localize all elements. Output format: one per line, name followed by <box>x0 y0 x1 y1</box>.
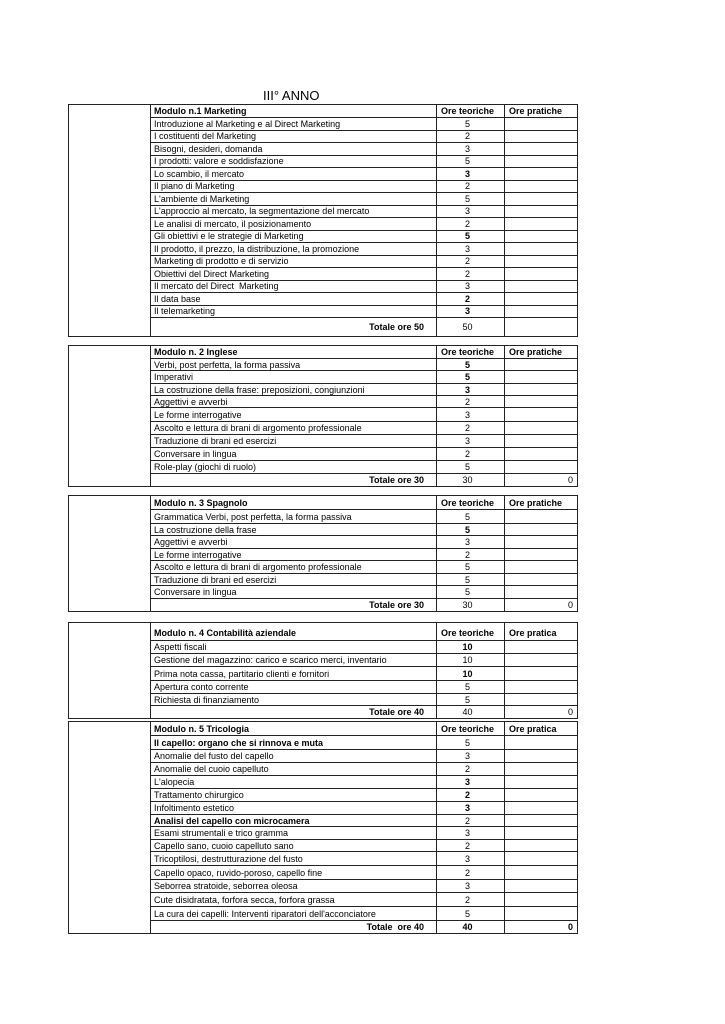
practice-hours-cell <box>505 549 577 560</box>
practice-hours-cell <box>505 802 577 814</box>
total-row <box>151 474 577 486</box>
theory-hours-cell: 2 <box>437 256 505 268</box>
theory-hours-cell: 10 <box>437 667 505 680</box>
module-table-marketing <box>68 104 578 337</box>
theory-hours-cell: 2 <box>437 549 505 560</box>
empty-left-column <box>69 496 151 611</box>
module-table-tricologia <box>68 721 578 934</box>
theory-hours-cell: 2 <box>437 763 505 775</box>
theory-hours-cell: 5 <box>437 461 505 473</box>
topic-cell: Il mercato del Direct Marketing <box>151 281 437 293</box>
theory-hours-cell: 3 <box>437 384 505 395</box>
practice-hours-cell <box>505 371 577 383</box>
topic-cell: Le forme interrogative <box>151 408 437 421</box>
table-row <box>151 156 577 169</box>
column-header-practice: Ore pratiche <box>509 106 563 116</box>
table-row <box>151 306 577 319</box>
practice-hours-cell <box>505 641 577 653</box>
total-row <box>151 599 577 611</box>
table-row <box>151 118 577 131</box>
practice-hours-cell <box>505 763 577 775</box>
module-title: Modulo n. 4 Contabilità aziendale <box>151 623 437 640</box>
topic-cell: Traduzione di brani ed esercizi <box>151 435 437 447</box>
topic-cell: Il prodotto, il prezzo, la distribuzione, la promozione <box>151 243 437 255</box>
table-row <box>151 880 577 893</box>
table-row <box>151 384 577 396</box>
practice-hours-cell <box>505 384 577 395</box>
practice-hours-cell <box>505 510 577 523</box>
topic-cell: Seborrea stratoide, seborrea oleosa <box>151 880 437 892</box>
practice-hours-cell <box>505 561 577 573</box>
topic-cell: Ascolto e lettura di brani di argomento professionale <box>151 561 437 573</box>
total-practice-hours: 0 <box>567 475 573 485</box>
theory-hours-cell: 3 <box>437 281 505 293</box>
theory-hours-cell: 3 <box>437 435 505 447</box>
topic-cell: I prodotti: valore e soddisfazione <box>151 156 437 168</box>
table-header-row <box>151 722 577 736</box>
practice-hours-cell <box>505 143 577 155</box>
column-header-theory: Ore teoriche <box>437 722 505 735</box>
theory-hours-cell: 5 <box>437 118 505 130</box>
total-label: Totale ore 40 <box>151 706 437 718</box>
topic-cell: Aggettivi e avverbi <box>151 536 437 548</box>
table-header-row <box>151 346 577 359</box>
table-row <box>151 371 577 384</box>
practice-hours-cell <box>505 736 577 749</box>
practice-hours-cell <box>505 422 577 434</box>
topic-cell: Conversare in lingua <box>151 586 437 598</box>
table-row <box>151 524 577 536</box>
practice-hours-cell <box>505 880 577 892</box>
practice-hours-cell <box>505 448 577 460</box>
module-title: Modulo n. 3 Spagnolo <box>151 496 437 509</box>
empty-left-column <box>69 346 151 486</box>
empty-left-column <box>69 722 151 933</box>
theory-hours-cell: 3 <box>437 536 505 548</box>
column-header-theory: Ore teoriche <box>437 623 505 640</box>
topic-cell: Grammatica Verbi, post perfetta, la forma passiva <box>151 510 437 523</box>
practice-hours-cell <box>505 461 577 473</box>
table-row <box>151 181 577 194</box>
topic-cell: Il telemarketing <box>151 306 437 318</box>
theory-hours-cell: 5 <box>437 681 505 693</box>
total-label: Totale ore 30 <box>151 474 437 486</box>
table-row <box>151 281 577 294</box>
theory-hours-cell: 5 <box>437 694 505 705</box>
practice-hours-cell <box>505 218 577 230</box>
table-row <box>151 852 577 866</box>
table-row <box>151 681 577 694</box>
table-row <box>151 168 577 181</box>
total-label: Totale ore 50 <box>151 318 437 336</box>
total-theory-hours: 30 <box>437 474 505 486</box>
module-title: Modulo n. 5 Tricologia <box>151 722 437 735</box>
table-header-row <box>151 105 577 118</box>
total-practice-hours: 0 <box>567 707 573 717</box>
practice-hours-cell <box>505 231 577 243</box>
table-row <box>151 654 577 667</box>
theory-hours-cell: 3 <box>437 243 505 255</box>
module-table-inglese <box>68 345 578 487</box>
table-row <box>151 206 577 219</box>
topic-cell: Bisogni, desideri, domanda <box>151 143 437 155</box>
theory-hours-cell: 3 <box>437 827 505 839</box>
topic-cell: Capello sano, cuoio capelluto sano <box>151 840 437 851</box>
topic-cell: Imperativi <box>151 371 437 383</box>
theory-hours-cell: 2 <box>437 448 505 460</box>
theory-hours-cell: 3 <box>437 306 505 318</box>
practice-hours-cell <box>505 243 577 255</box>
table-row <box>151 750 577 763</box>
topic-cell: Prima nota cassa, partitario clienti e fornitori <box>151 667 437 680</box>
topic-cell: Le forme interrogative <box>151 549 437 560</box>
topic-cell: Gestione del magazzino: carico e scarico merci, inventario <box>151 654 437 666</box>
page-title: III° ANNO <box>263 88 320 103</box>
table-row <box>151 586 577 599</box>
table-row <box>151 218 577 231</box>
practice-hours-cell <box>505 306 577 318</box>
module-table-spagnolo <box>68 495 578 612</box>
practice-hours-cell <box>505 827 577 839</box>
practice-hours-cell <box>505 840 577 851</box>
theory-hours-cell: 5 <box>437 524 505 535</box>
topic-cell: I costituenti del Marketing <box>151 131 437 143</box>
topic-cell: Apertura conto corrente <box>151 681 437 693</box>
table-row <box>151 549 577 561</box>
topic-cell: L'approccio al mercato, la segmentazione del mercato <box>151 206 437 218</box>
topic-cell: Aspetti fiscali <box>151 641 437 653</box>
total-row <box>151 921 577 933</box>
practice-hours-cell <box>505 524 577 535</box>
topic-cell: Il data base <box>151 293 437 305</box>
table-row <box>151 359 577 371</box>
practice-hours-cell <box>505 654 577 666</box>
topic-cell: Traduzione di brani ed esercizi <box>151 574 437 585</box>
theory-hours-cell: 3 <box>437 880 505 892</box>
topic-cell: Il capello: organo che si rinnova e muta <box>151 736 437 749</box>
theory-hours-cell: 3 <box>437 750 505 762</box>
total-label: Totale ore 40 <box>151 921 437 933</box>
table-row <box>151 231 577 244</box>
practice-hours-cell <box>505 118 577 130</box>
theory-hours-cell: 5 <box>437 561 505 573</box>
topic-cell: Gli obiettivi e le strategie di Marketing <box>151 231 437 243</box>
practice-hours-cell <box>505 893 577 906</box>
topic-cell: Analisi del capello con microcamera <box>151 815 437 826</box>
table-body <box>151 623 577 718</box>
table-row <box>151 840 577 852</box>
theory-hours-cell: 5 <box>437 156 505 168</box>
table-row <box>151 561 577 574</box>
theory-hours-cell: 5 <box>437 371 505 383</box>
topic-cell: Infoltimento estetico <box>151 802 437 814</box>
table-row <box>151 907 577 921</box>
theory-hours-cell: 5 <box>437 231 505 243</box>
column-header-theory: Ore teoriche <box>437 105 505 117</box>
table-row <box>151 435 577 448</box>
practice-hours-cell <box>505 574 577 585</box>
topic-cell: Il piano di Marketing <box>151 181 437 193</box>
topic-cell: L'alopecia <box>151 776 437 788</box>
module-title: Modulo n. 2 Inglese <box>151 346 437 358</box>
module-table-contabilita <box>68 622 578 719</box>
table-row <box>151 396 577 408</box>
theory-hours-cell: 3 <box>437 408 505 421</box>
topic-cell: Capello opaco, ruvido-poroso, capello fine <box>151 866 437 879</box>
table-row <box>151 268 577 281</box>
topic-cell: Introduzione al Marketing e al Direct Marketing <box>151 118 437 130</box>
total-theory-hours: 50 <box>437 318 505 336</box>
table-row <box>151 776 577 789</box>
practice-hours-cell <box>505 293 577 305</box>
table-row <box>151 694 577 706</box>
practice-hours-cell <box>505 168 577 180</box>
topic-cell: L'ambiente di Marketing <box>151 193 437 205</box>
table-row <box>151 131 577 144</box>
theory-hours-cell: 2 <box>437 218 505 230</box>
empty-left-column <box>69 105 151 336</box>
table-row <box>151 736 577 750</box>
theory-hours-cell: 2 <box>437 789 505 801</box>
practice-hours-cell <box>505 268 577 280</box>
theory-hours-cell: 2 <box>437 815 505 826</box>
theory-hours-cell: 5 <box>437 359 505 370</box>
theory-hours-cell: 2 <box>437 422 505 434</box>
practice-hours-cell <box>505 193 577 205</box>
topic-cell: Lo scambio, il mercato <box>151 168 437 180</box>
table-row <box>151 510 577 524</box>
topic-cell: Ascolto e lettura di brani di argomento professionale <box>151 422 437 434</box>
table-row <box>151 641 577 654</box>
total-row <box>151 706 577 718</box>
practice-hours-cell <box>505 907 577 920</box>
practice-hours-cell <box>505 536 577 548</box>
column-header-practice: Ore pratiche <box>509 497 563 508</box>
topic-cell: Conversare in lingua <box>151 448 437 460</box>
column-header-practice: Ore pratica <box>509 723 557 734</box>
topic-cell: Trattamento chirurgico <box>151 789 437 801</box>
topic-cell: Cute disidratata, forfora secca, forfora grassa <box>151 893 437 906</box>
theory-hours-cell: 3 <box>437 776 505 788</box>
theory-hours-cell: 2 <box>437 293 505 305</box>
theory-hours-cell: 3 <box>437 206 505 218</box>
topic-cell: La cura dei capelli: Interventi riparatori dell'acconciatore <box>151 907 437 920</box>
column-header-practice: Ore pratiche <box>509 347 563 357</box>
module-title: Modulo n.1 Marketing <box>151 105 437 117</box>
practice-hours-cell <box>505 435 577 447</box>
topic-cell: Le analisi di mercato, il posizionamento <box>151 218 437 230</box>
practice-hours-cell <box>505 206 577 218</box>
table-row <box>151 408 577 422</box>
practice-hours-cell <box>505 667 577 680</box>
table-row <box>151 667 577 681</box>
table-row <box>151 193 577 206</box>
theory-hours-cell: 5 <box>437 907 505 920</box>
table-row <box>151 143 577 156</box>
table-row <box>151 866 577 880</box>
column-header-practice: Ore pratica <box>509 628 557 638</box>
practice-hours-cell <box>505 776 577 788</box>
theory-hours-cell: 5 <box>437 193 505 205</box>
table-row <box>151 243 577 256</box>
topic-cell: Role-play (giochi di ruolo) <box>151 461 437 473</box>
table-row <box>151 256 577 269</box>
practice-hours-cell <box>505 408 577 421</box>
table-body <box>151 105 577 336</box>
practice-hours-cell <box>505 694 577 705</box>
total-theory-hours: 40 <box>437 706 505 718</box>
practice-hours-cell <box>505 681 577 693</box>
theory-hours-cell: 2 <box>437 840 505 851</box>
topic-cell: Anomalie del cuoio capelluto <box>151 763 437 775</box>
total-row <box>151 318 577 336</box>
total-theory-hours: 40 <box>437 921 505 933</box>
topic-cell: La costruzione della frase <box>151 524 437 535</box>
table-header-row <box>151 623 577 641</box>
table-row <box>151 293 577 306</box>
column-header-theory: Ore teoriche <box>437 496 505 509</box>
total-label: Totale ore 30 <box>151 599 437 611</box>
theory-hours-cell: 10 <box>437 641 505 653</box>
practice-hours-cell <box>505 256 577 268</box>
practice-hours-cell <box>505 852 577 865</box>
table-row <box>151 789 577 802</box>
total-practice-hours: 0 <box>567 600 573 610</box>
theory-hours-cell: 3 <box>437 143 505 155</box>
topic-cell: Tricoptilosi, destrutturazione del fusto <box>151 852 437 865</box>
theory-hours-cell: 2 <box>437 181 505 193</box>
table-header-row <box>151 496 577 510</box>
table-row <box>151 574 577 586</box>
table-row <box>151 893 577 907</box>
theory-hours-cell: 2 <box>437 396 505 407</box>
theory-hours-cell: 5 <box>437 510 505 523</box>
table-body <box>151 346 577 486</box>
table-row <box>151 815 577 827</box>
theory-hours-cell: 5 <box>437 574 505 585</box>
practice-hours-cell <box>505 359 577 370</box>
practice-hours-cell <box>505 866 577 879</box>
theory-hours-cell: 5 <box>437 736 505 749</box>
topic-cell: Verbi, post perfetta, la forma passiva <box>151 359 437 370</box>
table-row <box>151 461 577 474</box>
topic-cell: Richiesta di finanziamento <box>151 694 437 705</box>
theory-hours-cell: 3 <box>437 168 505 180</box>
theory-hours-cell: 5 <box>437 586 505 598</box>
practice-hours-cell <box>505 586 577 598</box>
empty-left-column <box>69 623 151 718</box>
table-row <box>151 422 577 435</box>
practice-hours-cell <box>505 156 577 168</box>
total-theory-hours: 30 <box>437 599 505 611</box>
practice-hours-cell <box>505 131 577 143</box>
topic-cell: Marketing di prodotto e di servizio <box>151 256 437 268</box>
table-row <box>151 827 577 840</box>
topic-cell: Aggettivi e avverbi <box>151 396 437 407</box>
table-body <box>151 722 577 933</box>
column-header-theory: Ore teoriche <box>437 346 505 358</box>
topic-cell: La costruzione della frase: preposizioni, congiunzioni <box>151 384 437 395</box>
practice-hours-cell <box>505 815 577 826</box>
theory-hours-cell: 2 <box>437 131 505 143</box>
total-practice-hours: 0 <box>567 922 573 932</box>
theory-hours-cell: 10 <box>437 654 505 666</box>
practice-hours-cell <box>505 396 577 407</box>
table-row <box>151 763 577 776</box>
theory-hours-cell: 2 <box>437 866 505 879</box>
practice-hours-cell <box>505 750 577 762</box>
topic-cell: Obiettivi del Direct Marketing <box>151 268 437 280</box>
practice-hours-cell <box>505 281 577 293</box>
topic-cell: Anomalie del fusto del capello <box>151 750 437 762</box>
total-practice-hours <box>505 318 577 336</box>
theory-hours-cell: 3 <box>437 802 505 814</box>
theory-hours-cell: 2 <box>437 268 505 280</box>
table-row <box>151 448 577 461</box>
theory-hours-cell: 2 <box>437 893 505 906</box>
table-body <box>151 496 577 611</box>
practice-hours-cell <box>505 789 577 801</box>
table-row <box>151 536 577 549</box>
topic-cell: Esami strumentali e trico gramma <box>151 827 437 839</box>
theory-hours-cell: 3 <box>437 852 505 865</box>
table-row <box>151 802 577 815</box>
practice-hours-cell <box>505 181 577 193</box>
